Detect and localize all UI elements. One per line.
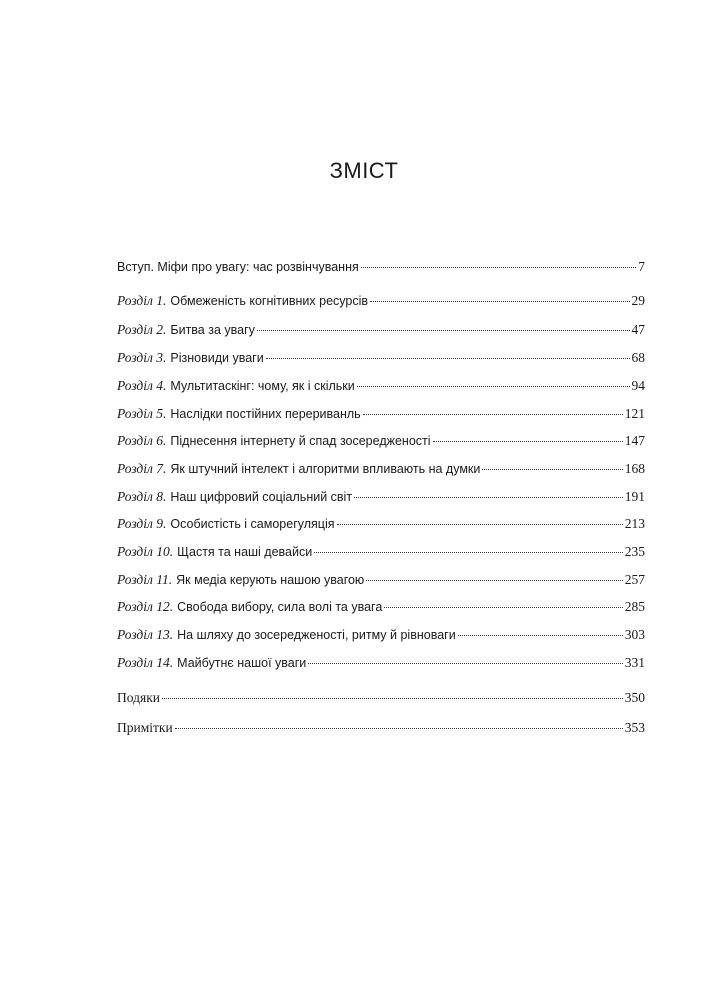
toc-entry-chapter-8[interactable] [117,488,645,506]
chapter-page: 29 [631,293,645,308]
chapter-title: Наш цифровий соціальний світ [170,490,353,504]
chapter-page: 168 [624,461,645,476]
toc-entry-title: Подяки [117,690,160,705]
chapter-title: Майбутнє нашої уваги [177,656,307,670]
dot-leader [458,635,623,636]
dot-leader [357,386,630,387]
chapter-title: Мультитаскінг: чому, як і скільки [170,379,355,393]
chapter-prefix: Розділ 6. [117,433,167,448]
dot-leader [370,301,630,302]
chapter-title: Наслідки постійних перериванль [170,407,361,421]
chapter-prefix: Розділ 5. [117,406,167,421]
toc-entry-chapter-6[interactable] [117,432,645,450]
toc-entry-page: 353 [624,720,645,735]
chapter-page: 235 [624,544,645,559]
dot-leader [363,414,623,415]
toc-entry-chapter-3[interactable] [117,349,645,367]
chapter-prefix: Розділ 12. [117,599,174,614]
chapter-page: 121 [624,406,645,421]
dot-leader [257,330,630,331]
chapter-title: Піднесення інтернету й спад зосередженості [170,434,431,448]
toc-entry-chapter-14[interactable] [117,654,645,672]
dot-leader [266,358,630,359]
chapter-page: 303 [624,627,645,642]
chapter-title: Щастя та наші девайси [177,545,313,559]
chapter-page: 47 [631,322,645,337]
dot-leader [433,441,623,442]
dot-leader [175,728,623,729]
chapter-prefix: Розділ 14. [117,655,174,670]
toc-entry-chapter-9[interactable] [117,515,645,533]
toc-entry-chapter-4[interactable] [117,377,645,395]
toc-entry-title: Примітки [117,720,173,735]
dot-leader [366,580,622,581]
chapter-page: 331 [624,655,645,670]
toc-entry-chapter-10[interactable] [117,543,645,561]
chapter-prefix: Розділ 7. [117,461,167,476]
toc-entry-chapter-1[interactable] [117,292,645,310]
chapter-title: Битва за увагу [170,323,255,337]
dot-leader [354,497,623,498]
chapter-title: Свобода вибору, сила волі та увага [177,600,383,614]
chapter-title: Як медіа керують нашою увагою [176,573,365,587]
toc-entry-page: 350 [624,690,645,705]
dot-leader [162,698,623,699]
dot-leader [308,663,622,664]
toc-entry-chapter-12[interactable] [117,598,645,616]
chapter-prefix: Розділ 8. [117,489,167,504]
chapter-prefix: Розділ 2. [117,322,167,337]
toc-entry-chapter-2[interactable] [117,321,645,339]
chapter-prefix: Розділ 9. [117,516,167,531]
toc-entry-acknowledgements[interactable] [117,689,645,707]
chapter-title: Як штучний інтелект і алгоритми впливають на думки [170,462,481,476]
dot-leader [337,524,623,525]
chapter-page: 213 [624,516,645,531]
dot-leader [314,552,623,553]
dot-leader [482,469,622,470]
dot-leader [384,607,622,608]
toc-entry-intro[interactable] [117,258,645,276]
chapter-page: 285 [624,599,645,614]
chapter-title: Різновиди уваги [170,351,264,365]
chapter-prefix: Розділ 4. [117,378,167,393]
toc-entry-notes[interactable] [117,719,645,737]
chapter-page: 257 [624,572,645,587]
chapter-prefix: Розділ 1. [117,293,167,308]
chapter-prefix: Розділ 11. [117,572,173,587]
dot-leader [361,267,637,268]
chapter-prefix: Розділ 3. [117,350,167,365]
chapter-page: 147 [624,433,645,448]
toc-entry-chapter-7[interactable] [117,460,645,478]
toc-heading: ЗМІСТ [329,158,399,183]
chapter-title: На шляху до зосередженості, ритму й рівноваги [177,628,456,642]
chapter-page: 191 [624,489,645,504]
toc-entry-chapter-11[interactable] [117,571,645,589]
chapter-title: Особистість і саморегуляція [170,517,335,531]
chapter-prefix: Розділ 13. [117,627,174,642]
chapter-page: 94 [631,378,645,393]
chapter-title: Обмеженість когнітивних ресурсів [170,294,368,308]
toc-entry-chapter-13[interactable] [117,626,645,644]
chapter-page: 68 [631,350,645,365]
toc-entry-chapter-5[interactable] [117,405,645,423]
toc-entry-page: 7 [638,259,645,274]
chapter-prefix: Розділ 10. [117,544,174,559]
toc-entry-title: Вступ. Міфи про увагу: час розвінчування [117,260,359,274]
